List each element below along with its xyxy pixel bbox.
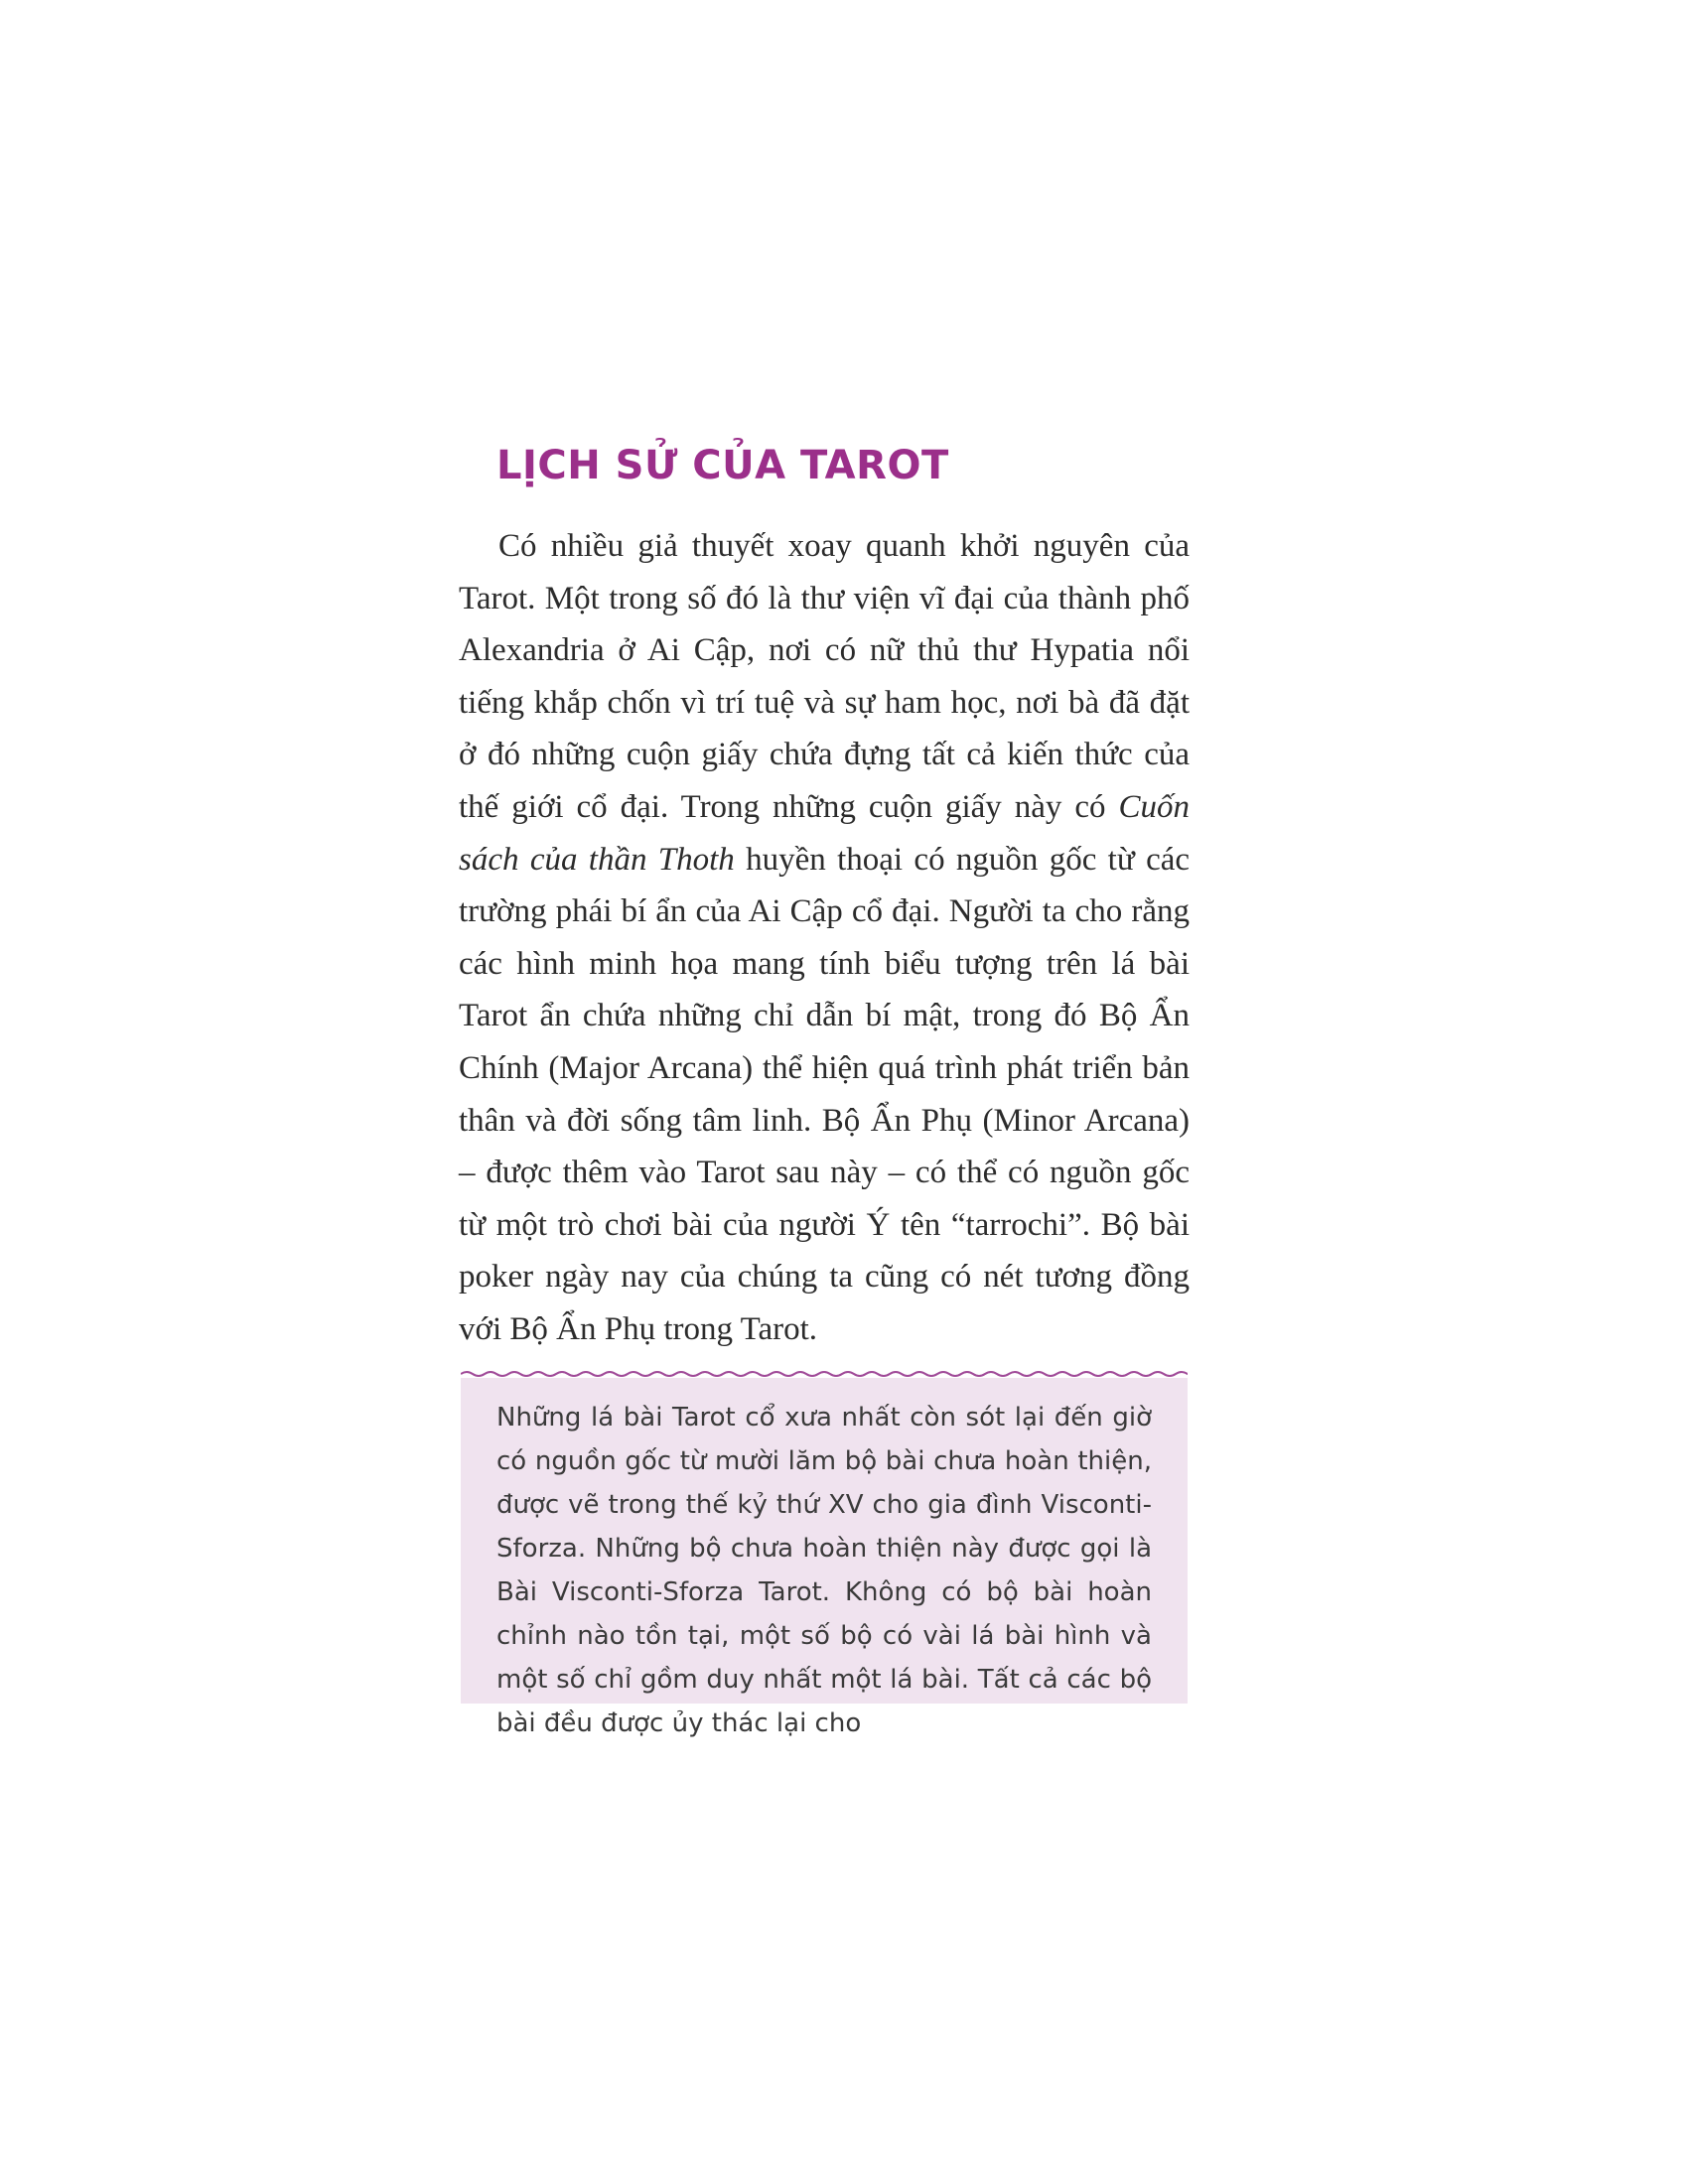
note-text: Những lá bài Tarot cổ xưa nhất còn sót lại đến giờ có nguồn gốc từ mười lăm bộ bài chưa hoàn thiện, được vẽ trong thế kỷ thứ XV cho gia đình Visconti-Sforza. Những bộ chưa hoàn thiện này được gọi là Bài Visconti-Sforza Tarot. Không có bộ bài hoàn chỉnh nào tồn tại, một số bộ có vài lá bài hình và một số chỉ gồm duy nhất một lá bài. Tất cả các bộ bài đều được ủy thác lại cho [496,1403,1152,1738]
body-text-part-2: huyền thoại có nguồn gốc từ các trường phái bí ẩn của Ai Cập cổ đại. Người ta cho rằng các hình minh họa mang tính biểu tượng trên lá bài Tarot ẩn chứa những chỉ dẫn bí mật, trong đó Bộ Ẩn Chính (Major Arcana) thể hiện quá trình phát triển bản thân và đời sống tâm linh. Bộ Ẩn Phụ (Minor Arcana) – được thêm vào Tarot sau này – có thể có nguồn gốc từ một trò chơi bài của người Ý tên “tarrochi”. Bộ bài poker ngày nay của chúng ta cũng có nét tương đồng với Bộ Ẩn Phụ trong Tarot. [459,841,1191,1347]
body-text-part-1: Có nhiều giả thuyết xoay quanh khởi nguyên của Tarot. Một trong số đó là thư viện vĩ đại của thành phố Alexandria ở Ai Cập, nơi có nữ thủ thư Hypatia nổi tiếng khắp chốn vì trí tuệ và sự ham học, nơi bà đã đặt ở đó những cuộn giấy chứa đựng tất cả kiến thức của thế giới cổ đại. Trong những cuộn giấy này có [459,528,1190,825]
body-paragraph [459,520,1190,1356]
note-box [461,1378,1188,1738]
book-title-italic: Cuốn sách của thần Thoth [459,788,1190,878]
section-title: LỊCH SỬ CỦA TAROT [496,443,949,488]
